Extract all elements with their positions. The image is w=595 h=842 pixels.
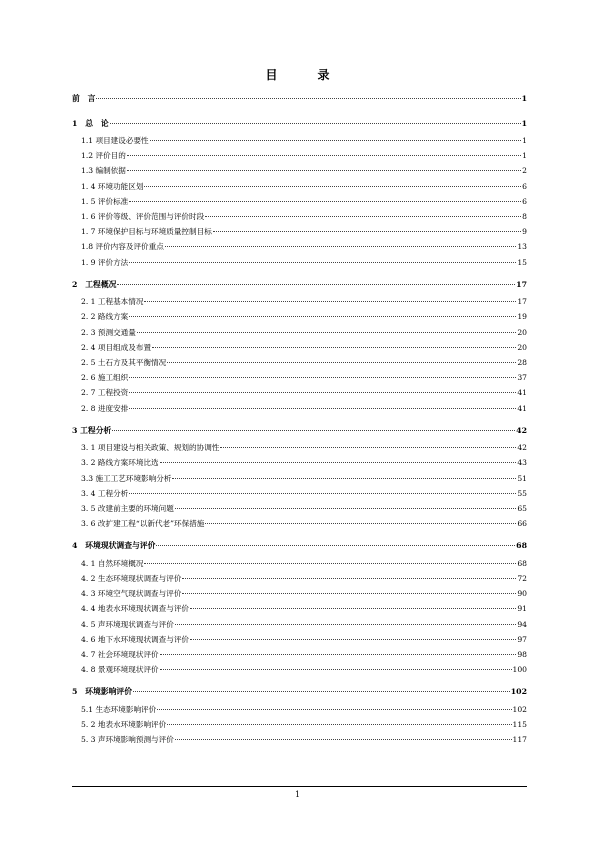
toc-dot-leader [157,709,511,710]
toc-entry-title: 2. 8 进度安排 [81,403,129,413]
toc-dot-leader [175,508,516,509]
toc-section-entry[interactable] [72,209,527,224]
toc-entry-page: 68 [516,541,527,551]
toc-entry-page: 65 [517,503,527,513]
toc-section-entry[interactable] [72,702,527,717]
toc-chapter-entry[interactable] [72,537,527,556]
toc-entry-title: 4. 8 景观环境现状评价 [81,665,159,675]
toc-entry-title: 4. 3 环境空气现状调查与评价 [81,589,182,599]
toc-entry-title: 前 言 [72,94,96,103]
toc-dot-leader [129,262,516,263]
toc-entry-page: 72 [517,574,527,583]
toc-entry-page: 2 [522,166,527,176]
toc-dot-leader [150,140,522,141]
toc-dot-leader [137,332,516,333]
toc-dot-leader [129,408,516,409]
toc-section-entry[interactable] [72,471,527,486]
toc-entry-page: 51 [517,473,527,483]
toc-dot-leader [213,231,521,232]
toc-entry-page: 91 [517,604,527,614]
toc-entry-page: 19 [517,312,527,322]
toc-entry-title: 1.8 评价内容及评价重点 [81,242,164,252]
toc-section-entry[interactable] [72,440,527,455]
toc-entry-title: 4. 7 社会环境现状评价 [81,649,159,659]
toc-section-entry[interactable] [72,516,527,531]
toc-entry-page: 20 [517,342,527,352]
toc-entry-title: 3. 1 项目建设与相关政策、规划的协调性 [81,443,220,453]
toc-entry-title: 4. 1 自然环境概况 [81,558,144,568]
toc-entry-page: 15 [517,257,527,267]
toc-section-entry[interactable] [72,325,527,340]
toc-dot-leader [129,316,516,317]
toc-entry-title: 5. 3 声环境影响预测与评价 [81,735,174,745]
toc-entry-title: 4. 5 声环境现状调查与评价 [81,619,174,629]
footer-divider [72,786,527,787]
toc-dot-leader [117,284,515,285]
toc-entry-title: 2. 2 路线方案 [81,312,129,322]
toc-dot-leader [144,186,521,187]
toc-dot-leader [190,639,516,640]
toc-dot-leader [127,155,521,156]
toc-entry-page: 43 [517,458,527,468]
toc-dot-leader [144,563,516,564]
toc-entry-page: 115 [512,720,527,729]
toc-section-entry[interactable] [72,340,527,355]
toc-entry-page: 117 [512,735,527,745]
toc-entry-title: 2. 5 土石方及其平衡情况 [81,357,167,367]
toc-section-entry[interactable] [72,385,527,400]
toc-section-entry[interactable] [72,148,527,163]
toc-entry-title: 1 总 论 [72,118,109,128]
toc-dot-leader [129,493,516,494]
toc-entry-page: 66 [517,519,527,529]
toc-dot-leader [160,669,512,670]
toc-dot-leader [160,462,517,463]
toc-entry-title: 1. 5 评价标准 [81,196,129,206]
toc-dot-leader [165,246,516,247]
toc-chapter-entry[interactable] [72,683,527,702]
toc-entry-page: 8 [522,211,527,221]
toc-dot-leader [182,593,516,594]
toc-entry-title: 2. 7 工程投资 [81,388,129,398]
toc-section-entry[interactable] [72,179,527,194]
toc-chapter-entry[interactable] [72,422,527,441]
toc-section-entry[interactable] [72,194,527,209]
toc-dot-leader [129,377,516,378]
toc-entry-page: 17 [516,279,527,289]
toc-section-entry[interactable] [72,486,527,501]
toc-dot-leader [175,739,512,740]
toc-entry-title: 4. 2 生态环境现状调查与评价 [81,574,182,583]
toc-entry-title: 5. 2 地表水环境影响评价 [81,720,167,729]
toc-section-entry[interactable] [72,601,527,616]
toc-entry-title: 1. 4 环境功能区划 [81,181,144,191]
toc-entry-title: 2. 6 施工组织 [81,373,129,383]
toc-entry-title: 2. 3 预测交通量 [81,327,136,337]
toc-section-entry[interactable] [72,617,527,632]
toc-section-entry[interactable] [72,309,527,324]
toc-section-entry[interactable] [72,294,527,309]
toc-entry-page: 102 [512,704,527,714]
toc-section-entry[interactable] [72,163,527,178]
toc-section-entry[interactable] [72,455,527,470]
toc-entry-page: 37 [517,373,527,383]
toc-section-entry[interactable] [72,224,527,239]
toc-entry-page: 13 [517,242,527,252]
toc-section-entry[interactable] [72,133,527,148]
toc-entry-title: 3. 2 路线方案环境比选 [81,458,159,468]
toc-dot-leader [182,578,516,579]
toc-entry-page: 94 [517,619,527,629]
toc-entry-page: 28 [517,357,527,367]
toc-dot-leader [156,545,515,546]
page-title: 目 录 [265,68,344,82]
toc-dot-leader [129,392,516,393]
toc-entry-title: 2. 4 项目组成及布置 [81,342,152,352]
toc-entry-page: 55 [517,488,527,498]
toc-entry-title: 1.3 编制依据 [81,166,126,176]
toc-entry-page: 1 [522,151,527,161]
toc-section-entry[interactable] [72,401,527,416]
toc-entry-title: 5 环境影响评价 [72,687,133,697]
toc-entry-title: 3. 4 工程分析 [81,488,129,498]
toc-section-entry[interactable] [72,355,527,370]
toc-section-entry[interactable] [72,239,527,254]
toc-entry-title: 3.3 施工工艺环境影响分析 [81,473,172,483]
toc-chapter-entry[interactable] [72,90,527,109]
toc-dot-leader [110,123,521,124]
table-of-contents [72,90,527,747]
toc-entry-title: 1. 6 评价等级、评价范围与评价时段 [81,211,205,221]
toc-entry-title: 2. 1 工程基本情况 [81,297,144,307]
toc-section-entry[interactable] [72,662,527,677]
toc-entry-page: 90 [517,589,527,599]
toc-chapter-entry[interactable] [72,276,527,295]
toc-entry-title: 4. 6 地下水环境现状调查与评价 [81,634,190,644]
toc-dot-leader [205,523,516,524]
toc-entry-page: 6 [522,181,527,191]
toc-dot-leader [127,170,521,171]
toc-dot-leader [144,301,516,302]
toc-chapter-entry[interactable] [72,115,527,134]
toc-entry-title: 4. 4 地表水环境现状调查与评价 [81,604,190,614]
toc-entry-page: 98 [517,649,527,659]
toc-entry-page: 1 [522,136,527,145]
toc-entry-page: 41 [517,388,527,398]
toc-section-entry[interactable] [72,571,527,586]
toc-section-entry[interactable] [72,632,527,647]
toc-entry-title: 5.1 生态环境影响评价 [81,704,157,714]
toc-section-entry[interactable] [72,370,527,385]
toc-section-entry[interactable] [72,717,527,732]
toc-entry-title: 1.2 评价目的 [81,151,126,161]
toc-dot-leader [96,98,520,99]
toc-dot-leader [160,654,517,655]
toc-entry-page: 68 [517,558,527,568]
toc-entry-page: 42 [516,425,527,435]
toc-entry-title: 1. 7 环境保护目标与环境质量控制目标 [81,227,212,237]
toc-entry-page: 17 [517,297,527,307]
toc-dot-leader [190,608,516,609]
toc-dot-leader [220,447,516,448]
toc-dot-leader [167,362,516,363]
toc-section-entry[interactable] [72,647,527,662]
toc-dot-leader [112,430,515,431]
toc-entry-page: 100 [512,665,527,675]
toc-dot-leader [152,347,516,348]
toc-dot-leader [172,478,516,479]
toc-section-entry[interactable] [72,255,527,270]
toc-dot-leader [133,691,510,692]
toc-entry-title: 4 环境现状调查与评价 [72,541,156,551]
page-number: 1 [294,790,301,799]
toc-section-entry[interactable] [72,586,527,601]
toc-dot-leader [175,624,516,625]
toc-entry-page: 97 [517,634,527,644]
toc-entry-page: 41 [517,403,527,413]
toc-entry-page: 20 [517,327,527,337]
toc-entry-title: 2 工程概况 [72,279,117,289]
toc-entry-title: 1. 9 评价方法 [81,257,129,267]
toc-entry-page: 42 [517,443,527,453]
toc-entry-page: 9 [522,227,527,237]
toc-entry-page: 6 [522,196,527,206]
toc-entry-page: 1 [521,94,527,103]
toc-entry-title: 3. 6 改扩建工程“以新代老”环保措施 [81,519,205,529]
toc-entry-title: 3. 5 改建前主要的环境问题 [81,503,174,513]
toc-section-entry[interactable] [72,732,527,747]
toc-entry-page: 102 [510,687,527,697]
toc-entry-page: 1 [521,118,527,128]
toc-dot-leader [129,201,521,202]
toc-section-entry[interactable] [72,501,527,516]
toc-entry-title: 3 工程分析 [72,425,112,435]
toc-dot-leader [205,216,521,217]
toc-section-entry[interactable] [72,556,527,571]
toc-dot-leader [167,724,511,725]
toc-entry-title: 1.1 项目建设必要性 [81,136,149,145]
